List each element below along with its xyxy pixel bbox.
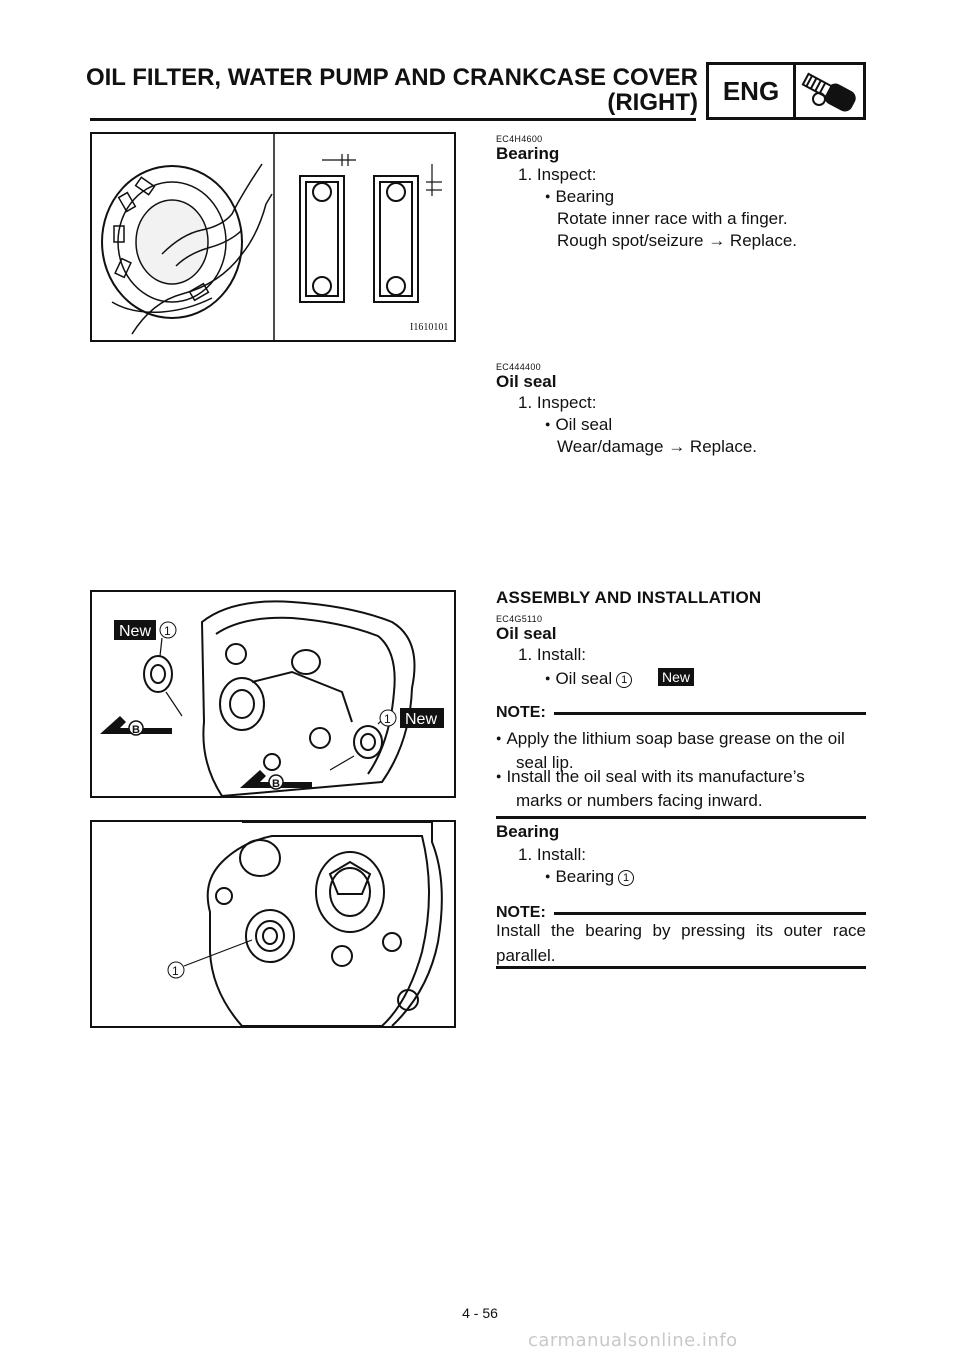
body-text: Wear/damage → Replace. (557, 437, 758, 456)
note-label: NOTE: (496, 904, 546, 921)
new-tag: New (119, 623, 152, 640)
note-text: parallel. (496, 946, 556, 965)
callout-number: 1 (384, 712, 391, 726)
step-text: 1. Install: (518, 645, 587, 664)
engine-bolt-icon (796, 65, 863, 117)
header-rule (90, 118, 696, 121)
bearing-inspection-figure (90, 132, 456, 342)
note-item-cont: marks or numbers facing inward. (516, 791, 763, 810)
note-text: Install the bearing by pressing its outer race (496, 921, 866, 940)
note-item-cont: seal lip. (516, 753, 574, 772)
header-title-line2: (RIGHT) (607, 89, 698, 116)
callout-number: 1 (164, 624, 171, 638)
new-part-tag: New (658, 668, 694, 686)
step-text: 1. Install: (518, 845, 587, 864)
bullet-label: ● Bearing (545, 867, 614, 886)
note-rule (554, 712, 866, 715)
new-tag: New (405, 711, 438, 728)
body-text: Rotate inner race with a finger. (557, 209, 788, 228)
callout-number: 1 (616, 672, 632, 688)
body-text: Rough spot/seizure → Replace. (557, 231, 798, 250)
assembly-heading: ASSEMBLY AND INSTALLATION (496, 588, 762, 607)
bullet-item (545, 866, 634, 890)
note-label: NOTE: (496, 704, 546, 721)
page-number: 4 - 56 (462, 1305, 498, 1321)
section-code: EC4G5110 (496, 614, 543, 624)
note-end-rule (496, 966, 866, 969)
section-title: Bearing (496, 144, 560, 163)
grease-label: B (132, 724, 140, 736)
step-text: 1. Inspect: (518, 165, 597, 184)
section-tag: ENG (709, 65, 796, 117)
section-title: Oil seal (496, 624, 557, 643)
callout-number: 1 (618, 870, 634, 886)
callout-number: 1 (172, 964, 179, 978)
bullet-label: ● Oil seal (545, 669, 612, 688)
bearing-install-figure (90, 820, 456, 1028)
note-rule (554, 912, 866, 915)
grease-label: B (272, 778, 280, 790)
watermark: carmanualsonline.info (528, 1330, 738, 1351)
bullet-item: ● Bearing (545, 186, 614, 210)
section-title: Bearing (496, 822, 560, 841)
step-text: 1. Inspect: (518, 393, 597, 412)
oil-seal-install-figure (90, 590, 456, 798)
note-header (496, 704, 866, 722)
figure-label: I1610101 (410, 322, 449, 333)
bullet-item: ● Oil seal (545, 414, 612, 438)
note-item: ● Apply the lithium soap base grease on the oil (496, 728, 845, 752)
note-end-rule (496, 816, 866, 819)
header-title-line1: OIL FILTER, WATER PUMP AND CRANKCASE COVER (85, 64, 698, 91)
bullet-item (545, 668, 632, 692)
section-tab (706, 62, 866, 120)
section-code: EC4H4600 (496, 134, 543, 144)
section-code: EC444400 (496, 362, 541, 372)
section-title: Oil seal (496, 372, 557, 391)
note-item: ● Install the oil seal with its manufacture’s (496, 766, 805, 790)
